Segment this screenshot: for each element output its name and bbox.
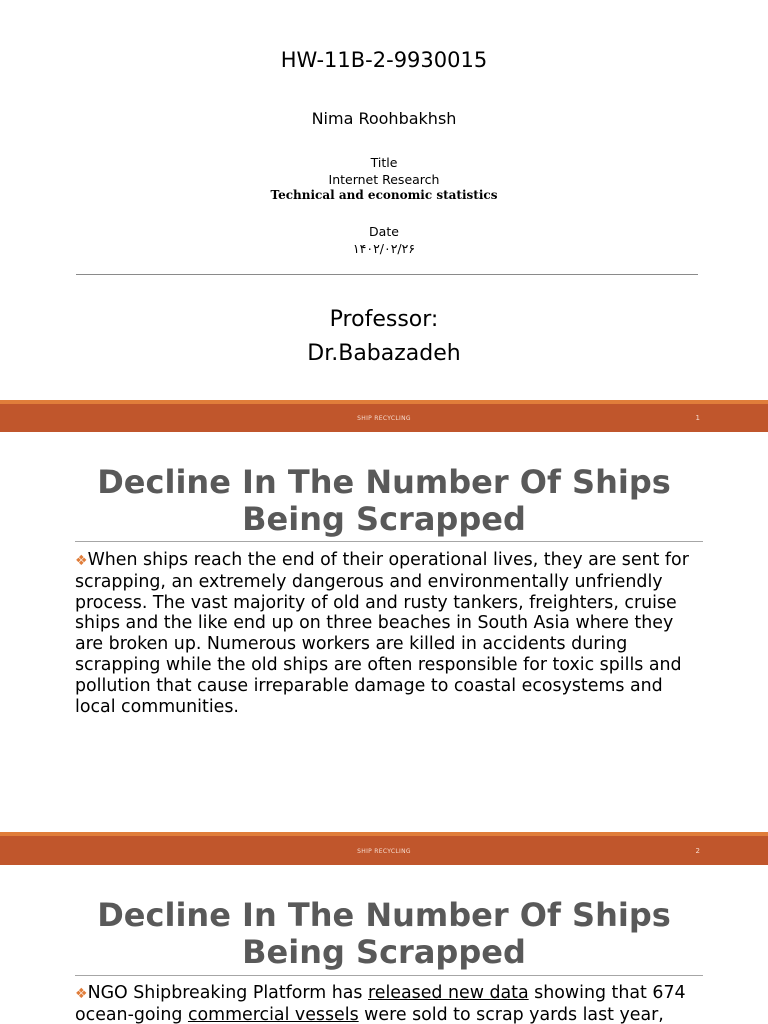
slide-heading bbox=[0, 464, 768, 538]
released-data-link[interactable]: released new data bbox=[368, 983, 529, 1003]
professor-name: Dr.Babazadeh bbox=[307, 341, 461, 366]
author-name: Nima Roohbakhsh bbox=[311, 109, 457, 128]
title-label: Title bbox=[370, 155, 398, 170]
slide-number: 2 bbox=[695, 847, 700, 855]
content-slide-2 bbox=[0, 865, 768, 1024]
heading-line-2: Being Scrapped bbox=[242, 500, 526, 538]
paragraph-text: showing that 674 ocean-going bbox=[75, 983, 686, 1024]
footer-text: SHIP RECYCLING bbox=[357, 415, 411, 422]
paragraph-text: NGO Shipbreaking Platform has bbox=[87, 983, 368, 1003]
date-label: Date bbox=[369, 224, 399, 239]
bullet-icon: ❖ bbox=[75, 986, 88, 1002]
heading-line-1: Decline In The Number Of Ships bbox=[97, 463, 671, 501]
slide-paragraph bbox=[75, 550, 705, 717]
slide-paragraph bbox=[75, 983, 705, 1024]
divider bbox=[76, 274, 698, 275]
footer-text: SHIP RECYCLING bbox=[357, 848, 411, 855]
assignment-code: HW-11B-2-9930015 bbox=[280, 48, 488, 72]
professor-block bbox=[0, 303, 768, 371]
heading-divider bbox=[75, 975, 703, 976]
slide-heading bbox=[0, 897, 768, 971]
content-slide-1 bbox=[0, 432, 768, 832]
footer-bar-2 bbox=[0, 832, 768, 865]
commercial-vessels-link[interactable]: commercial vessels bbox=[187, 1004, 359, 1024]
date-value: ۱۴۰۲/۰۲/۲۶ bbox=[352, 241, 416, 256]
footer-bar-1 bbox=[0, 400, 768, 432]
slide-number: 1 bbox=[695, 414, 700, 422]
heading-divider bbox=[75, 541, 703, 542]
title-slide bbox=[0, 0, 768, 400]
title-value: Internet Research bbox=[328, 172, 440, 187]
paragraph-text: When ships reach the end of their operational lives, they are sent for scrapping, an extremely dangerous and environmentally unfriendly process. The vast majority of old and rusty tankers, freighters, cruise ships and the like end up on three beaches in South Asia where they are broken up. Numerous workers are killed in accidents during scrapping while the old ships are often responsible for toxic spills and pollution that cause irreparable damage to coastal ecosystems and local communities. bbox=[75, 550, 689, 717]
subtitle: Technical and economic statistics bbox=[270, 188, 498, 202]
professor-label: Professor: bbox=[329, 307, 439, 332]
bullet-icon: ❖ bbox=[75, 553, 88, 569]
paragraph-text: were sold to scrap yards last year, bbox=[358, 1004, 664, 1024]
heading-line-2: Being Scrapped bbox=[242, 933, 526, 971]
heading-line-1: Decline In The Number Of Ships bbox=[97, 896, 671, 934]
